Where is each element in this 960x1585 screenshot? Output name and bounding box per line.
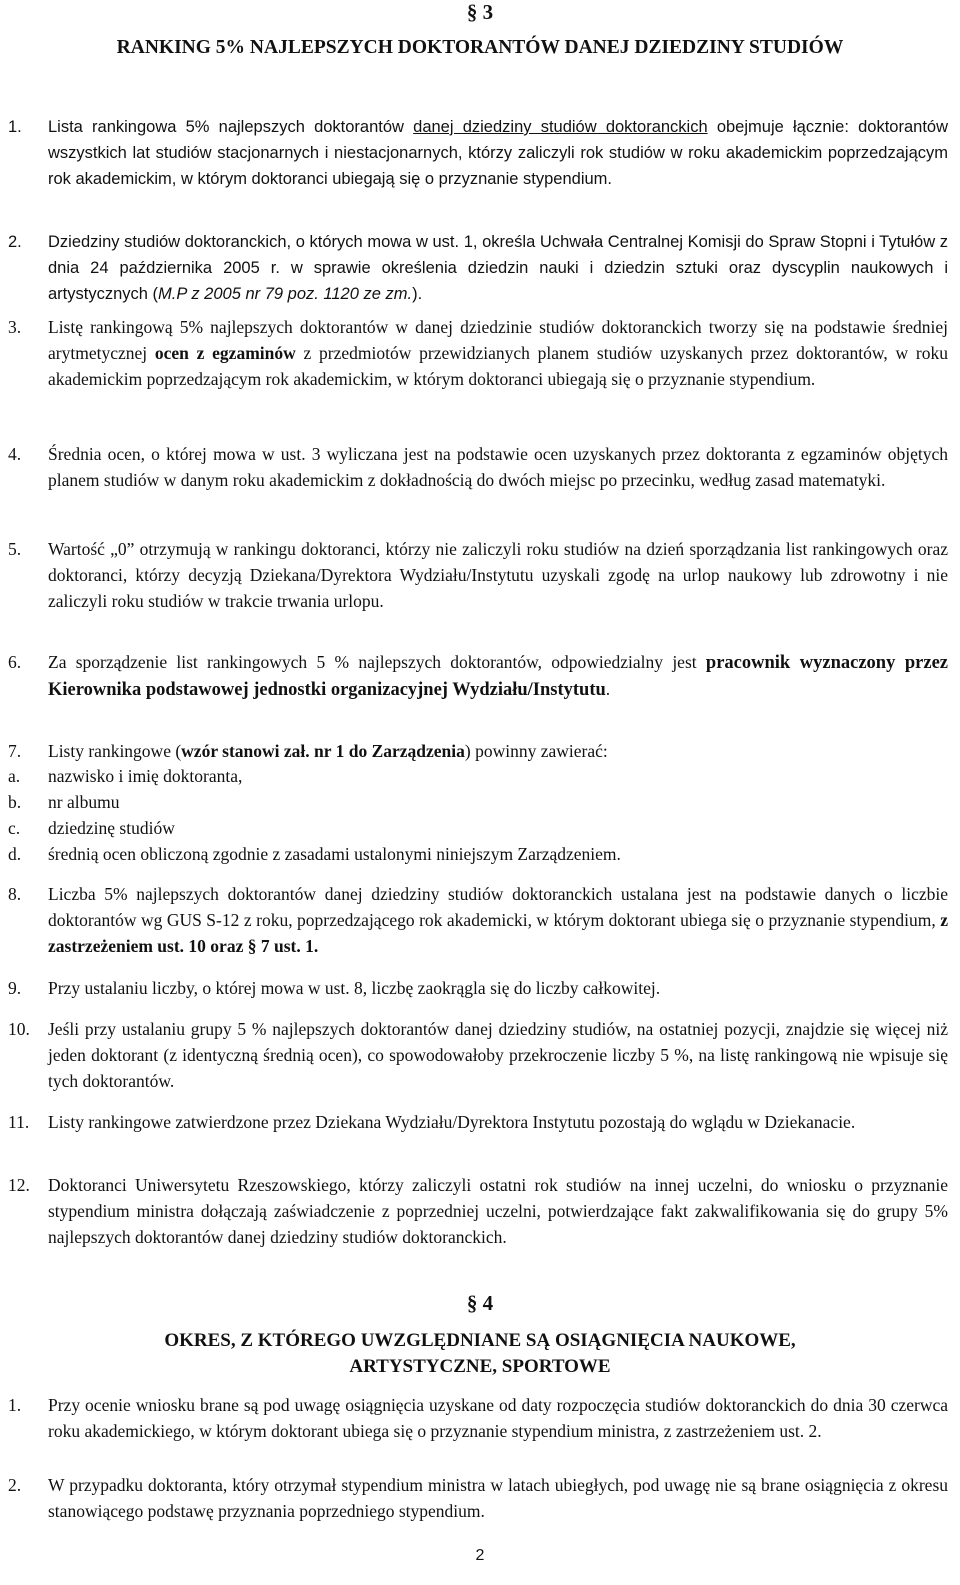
paragraph-number: 9. bbox=[8, 978, 22, 998]
section-4-title-line2: ARTYSTYCZNE, SPORTOWE bbox=[349, 1356, 611, 1377]
paragraph-number: 4. bbox=[8, 444, 22, 464]
paragraph-3-9 bbox=[8, 975, 948, 1001]
paragraph-number: 3. bbox=[8, 317, 22, 337]
paragraph-number: 12. bbox=[8, 1175, 30, 1195]
paragraph-text: Średnia ocen, o której mowa w ust. 3 wyliczana jest na podstawie ocen uzyskanych przez doktoranta z egzaminów objętych planem studiów w danym roku akademickim z dokładnością do dwóch miejsc po przecinku, według zasad matematyki. bbox=[48, 444, 948, 490]
paragraph-text: Przy ustalaniu liczby, o której mowa w ust. 8, liczbę zaokrągla się do liczby całkowitej. bbox=[48, 978, 661, 998]
paragraph-number: 11. bbox=[8, 1112, 30, 1132]
paragraph-text: Dziedziny studiów doktoranckich, o których mowa w ust. 1, określa Uchwała Centralnej Komisji do Spraw Stopni i Tytułów z dnia 24 października 2005 r. w sprawie określenia dziedzin nauki i dziedzin sztuki oraz dyscyplin naukowych i artystycznych (M.P z 2005 nr 79 poz. 1120 ze zm.). bbox=[48, 233, 948, 303]
bold-phrase: ocen z egzaminów bbox=[154, 343, 296, 363]
subitem-letter: c. bbox=[8, 818, 21, 838]
paragraph-number: 2. bbox=[8, 233, 22, 251]
paragraph-number: 1. bbox=[8, 118, 22, 136]
paragraph-number: 6. bbox=[8, 652, 22, 672]
paragraph-3-3 bbox=[8, 314, 948, 392]
paragraph-text: Doktoranci Uniwersytetu Rzeszowskiego, którzy zaliczyli ostatni rok studiów na innej uczelni, do wniosku o przyznanie stypendium ministra dołączają zaświadczenie z poprzedniej uczelni, potwierdzające fakt zakwalifikowania się do grupy 5% najlepszych doktorantów danej dziedziny studiów doktoranckich. bbox=[48, 1175, 948, 1247]
paragraph-text: Lista rankingowa 5% najlepszych doktorantów danej dziedziny studiów doktoranckich obejmuje łącznie: doktorantów wszystkich lat studiów stacjonarnych i niestacjonarnych, którzy zaliczyli rok studiów w roku akademickim poprzedzającym rok akademickim, w którym doktoranci ubiegają się o przyznanie stypendium. bbox=[48, 118, 949, 188]
paragraph-number: 2. bbox=[8, 1475, 22, 1495]
subitem-letter: a. bbox=[8, 766, 21, 786]
subitem-a bbox=[8, 763, 908, 789]
section-4-title-line1: OKRES, Z KTÓREGO UWZGLĘDNIANE SĄ OSIĄGNIĘCIA NAUKOWE, bbox=[164, 1330, 796, 1351]
paragraph-3-4 bbox=[8, 441, 948, 493]
bold-phrase: z zastrzeżeniem ust. 10 oraz § 7 ust. 1. bbox=[48, 910, 948, 956]
paragraph-4-2 bbox=[8, 1472, 948, 1524]
paragraph-3-5 bbox=[8, 536, 948, 614]
paragraph-text: Przy ocenie wniosku brane są pod uwagę osiągnięcia uzyskane od daty rozpoczęcia studiów doktoranckich do dnia 30 czerwca roku akademickiego, w którym doktorant ubiega się o przyznanie stypendium ministra, z zastrzeżeniem ust. 2. bbox=[48, 1395, 948, 1441]
paragraph-text: Listy rankingowe (wzór stanowi zał. nr 1 do Zarządzenia) powinny zawierać: bbox=[48, 741, 608, 761]
paragraph-number: 1. bbox=[8, 1395, 22, 1415]
section-3-title: RANKING 5% NAJLEPSZYCH DOKTORANTÓW DANEJ DZIEDZINY STUDIÓW bbox=[116, 37, 844, 58]
subitem-text: dziedzinę studiów bbox=[48, 818, 175, 838]
bold-phrase: pracownik wyznaczony przez Kierownika podstawowej jednostki organizacyjnej Wydziału/Instytutu bbox=[48, 653, 948, 700]
paragraph-3-6 bbox=[8, 649, 948, 703]
subitem-text: nazwisko i imię doktoranta, bbox=[48, 766, 243, 786]
paragraph-text: W przypadku doktoranta, który otrzymał stypendium ministra w latach ubiegłych, pod uwagę nie są brane osiągnięcia z okresu stanowiącego podstawę przyznania poprzedniego stypendium. bbox=[48, 1475, 948, 1521]
subitem-c bbox=[8, 815, 908, 841]
paragraph-number: 8. bbox=[8, 884, 22, 904]
section-3-marker: § 3 bbox=[466, 0, 494, 24]
bold-phrase: wzór stanowi zał. nr 1 do Zarządzenia bbox=[181, 741, 465, 761]
subitem-text: średnią ocen obliczoną zgodnie z zasadami ustalonymi niniejszym Zarządzeniem. bbox=[48, 844, 621, 864]
paragraph-4-1 bbox=[8, 1392, 948, 1444]
paragraph-text: Wartość „0” otrzymują w rankingu doktoranci, którzy nie zaliczyli roku studiów na dzień sporządzania list rankingowych oraz doktoranci, którzy decyzją Dziekana/Dyrektora Wydziału/Instytutu uzyskali zgodę na urlop naukowy lub zdrowotny i nie zaliczyli roku studiów w trakcie trwania urlopu. bbox=[48, 539, 948, 611]
paragraph-text: Jeśli przy ustalaniu grupy 5 % najlepszych doktorantów danej dziedziny studiów, na ostatniej pozycji, znajdzie się więcej niż jeden doktorant (z identyczną średnią ocen), co spowodowałoby przekroczenie liczby 5 %, na listę rankingową nie wpisuje się tych doktorantów. bbox=[48, 1019, 948, 1091]
underlined-phrase: danej dziedziny studiów doktoranckich bbox=[413, 118, 708, 136]
paragraph-3-11 bbox=[8, 1109, 948, 1135]
paragraph-number: 7. bbox=[8, 741, 22, 761]
paragraph-number: 5. bbox=[8, 539, 22, 559]
subitem-text: nr albumu bbox=[48, 792, 120, 812]
subitem-d bbox=[8, 841, 908, 867]
paragraph-3-1 bbox=[8, 114, 948, 192]
paragraph-number: 10. bbox=[8, 1019, 30, 1039]
paragraph-text: Za sporządzenie list rankingowych 5 % najlepszych doktorantów, odpowiedzialny jest pracownik wyznaczony przez Kierownika podstawowej jednostki organizacyjnej Wydziału/Instytutu. bbox=[48, 652, 948, 700]
paragraph-3-2 bbox=[8, 229, 948, 307]
paragraph-text: Listę rankingową 5% najlepszych doktorantów w danej dziedzinie studiów doktoranckich tworzy się na podstawie średniej arytmetycznej ocen z egzaminów z przedmiotów przewidzianych planem studiów uzyskanych przez doktorantów, w roku akademickim poprzedzającym rok akademickim, w którym doktoranci ubiegają się o przyznanie stypendium. bbox=[48, 317, 948, 389]
paragraph-text: Listy rankingowe zatwierdzone przez Dziekana Wydziału/Dyrektora Instytutu pozostają do wglądu w Dziekanacie. bbox=[48, 1112, 856, 1132]
paragraph-3-12 bbox=[8, 1172, 948, 1250]
page-number: 2 bbox=[475, 1547, 485, 1564]
paragraph-3-7 bbox=[8, 738, 948, 764]
subitem-letter: d. bbox=[8, 844, 22, 864]
legal-reference: M.P z 2005 nr 79 poz. 1120 ze zm. bbox=[158, 285, 413, 303]
subitem-letter: b. bbox=[8, 792, 22, 812]
paragraph-3-8 bbox=[8, 881, 948, 959]
subitem-b bbox=[8, 789, 908, 815]
section-4-marker: § 4 bbox=[466, 1291, 494, 1315]
paragraph-text: Liczba 5% najlepszych doktorantów danej dziedziny studiów doktoranckich ustalana jest na podstawie danych o liczbie doktorantów wg GUS S-12 z roku, poprzedzającego rok akademicki, w którym doktorant ubiega się o przyznanie stypendium, z zastrzeżeniem ust. 10 oraz § 7 ust. 1. bbox=[48, 884, 948, 956]
paragraph-3-10 bbox=[8, 1016, 948, 1094]
